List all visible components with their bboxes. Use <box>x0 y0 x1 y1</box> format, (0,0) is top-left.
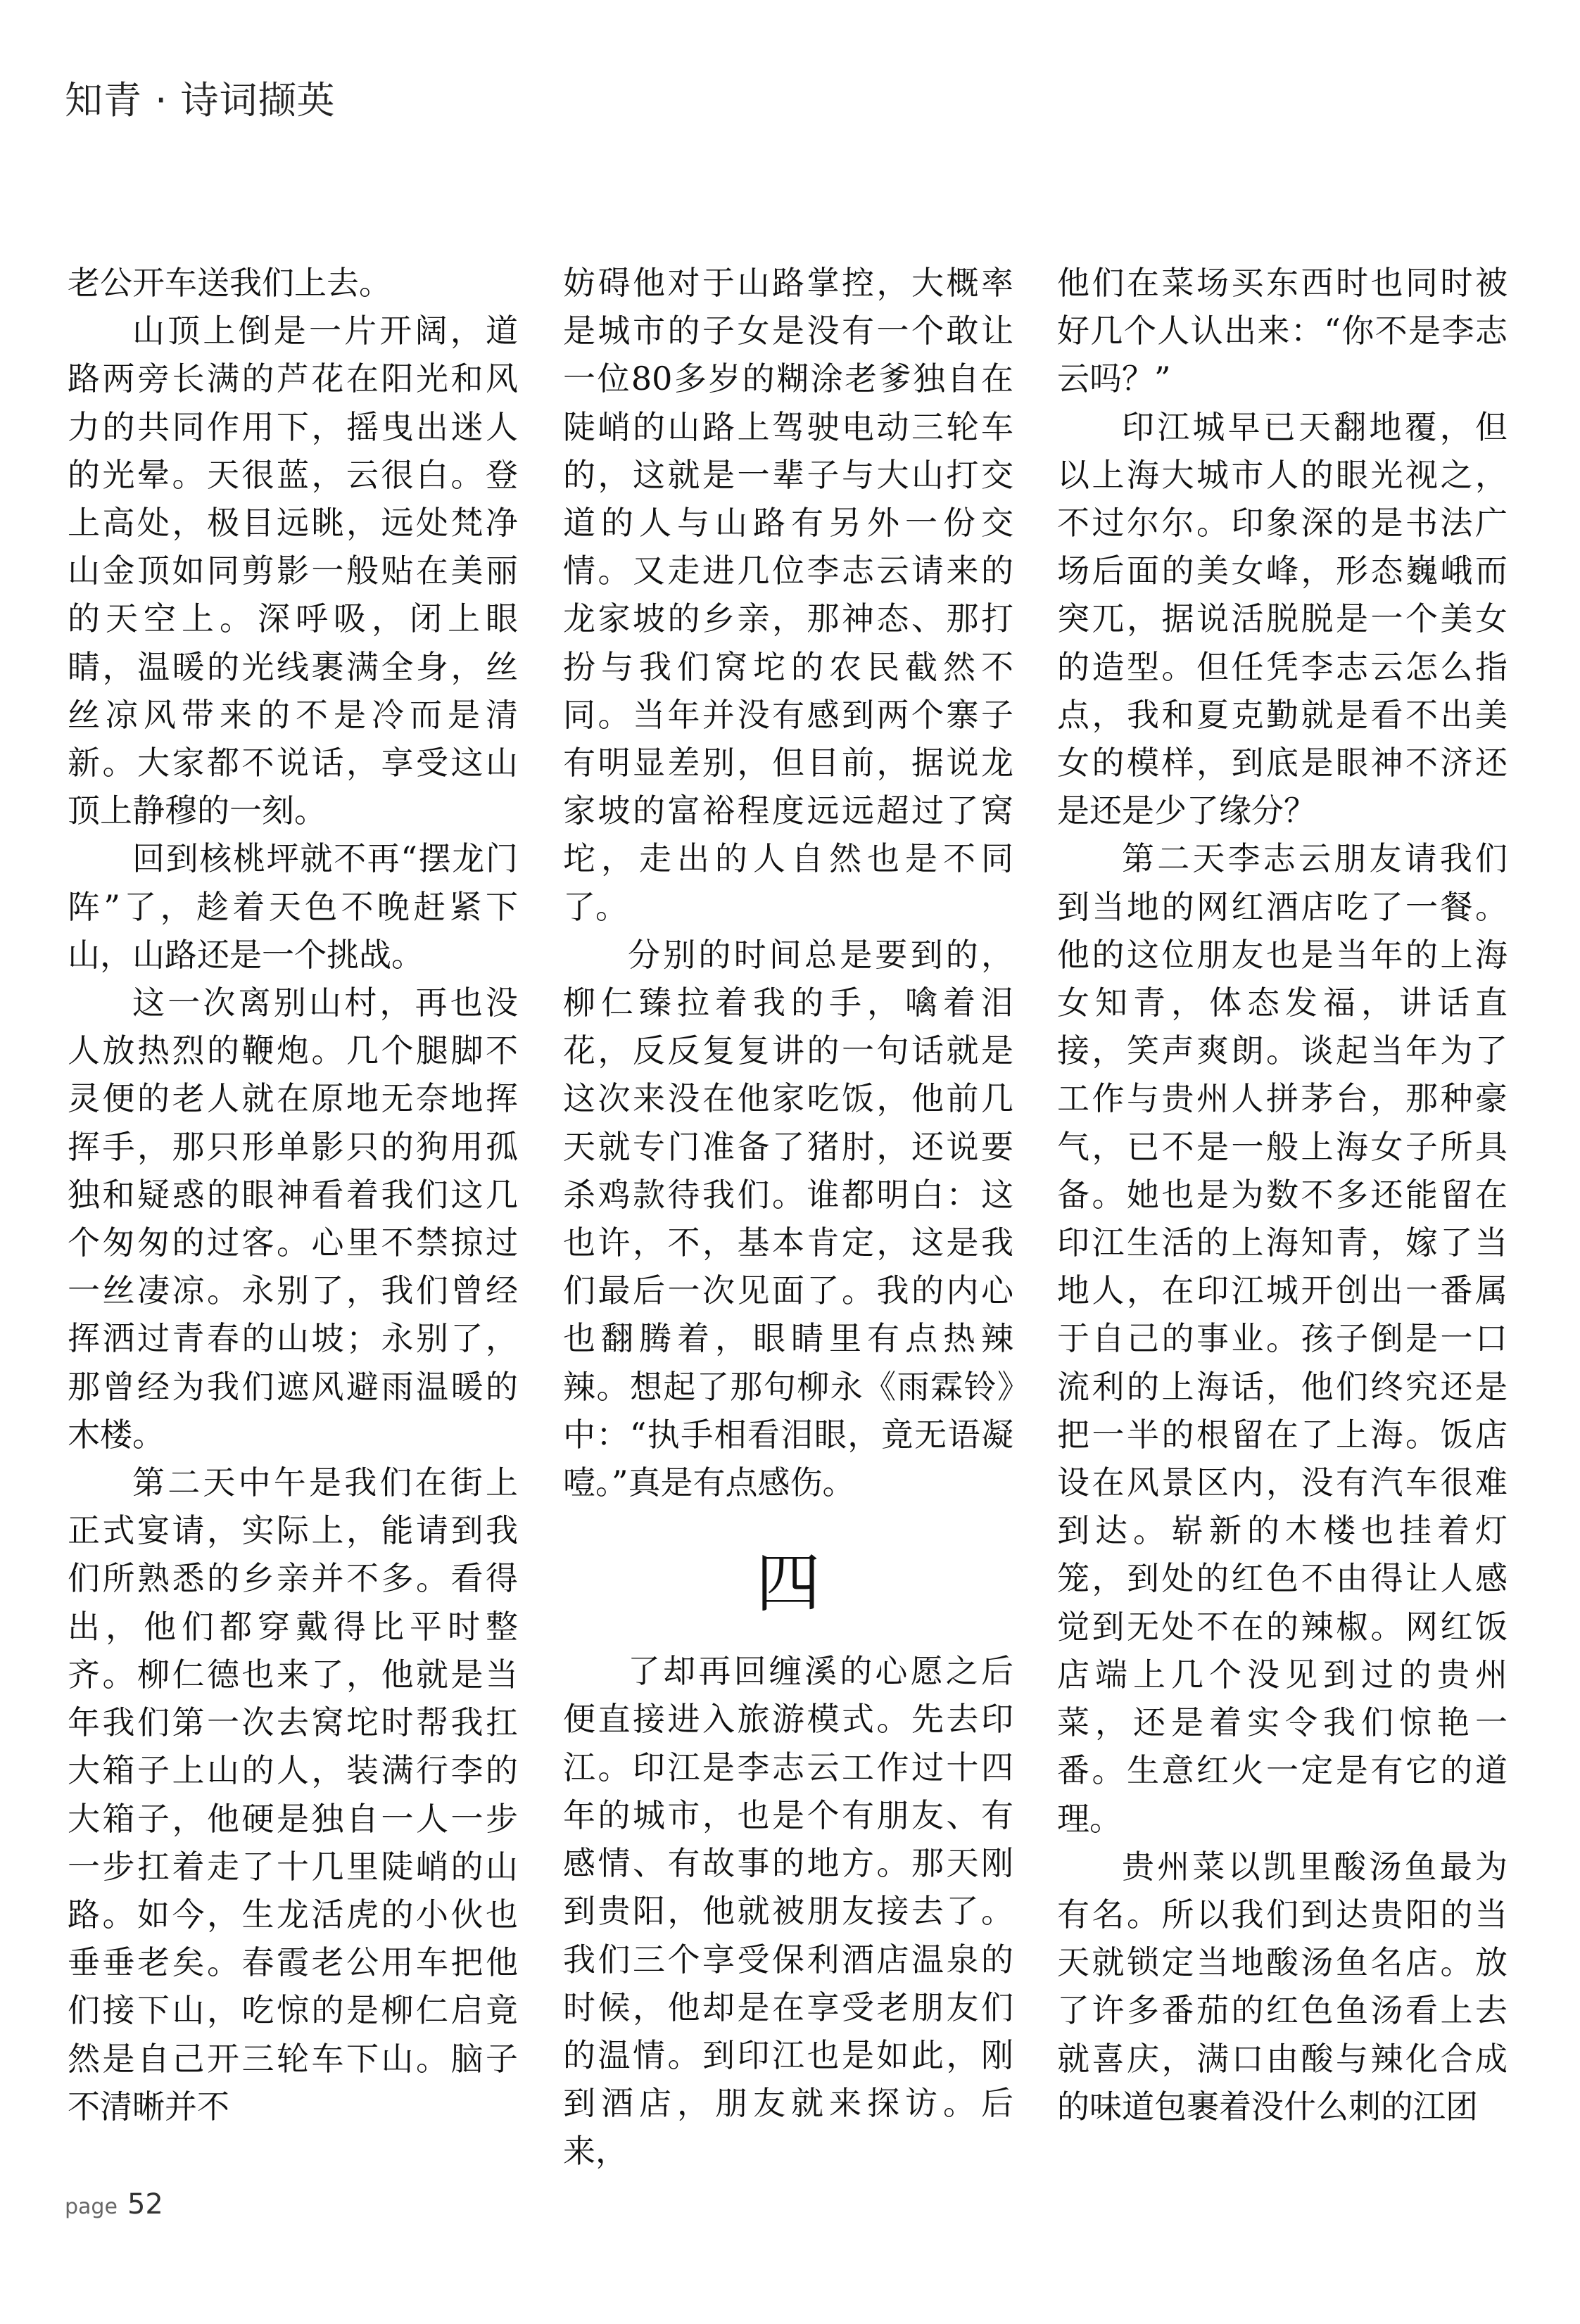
paragraph: 老公开车送我们上去。 <box>68 264 391 302</box>
section-title: 知青 · 诗词撷英 <box>65 78 336 122</box>
page-footer <box>65 2188 163 2221</box>
paragraph: 贵州菜以凯里酸汤鱼最为有名。所以我们到达贵阳的当天就锁定当地酸汤鱼名店。放了许多番茄的红色鱼汤看上去就喜庆，满口由酸与辣化合成的味道包裹着没什么刺的江团 <box>1057 1847 1508 2126</box>
page-number: 52 <box>127 2188 163 2221</box>
page-label: page <box>65 2195 118 2219</box>
paragraph: 山顶上倒是一片开阔，道路两旁长满的芦花在阳光和风力的共同作用下，摇曳出迷人的光晕。天很蓝，云很白。登上高处，极目远眺，远处梵净山金顶如同剪影一般贴在美丽的天空上。深呼吸，闭上眼睛，温暖的光线裹满全身，丝丝凉风带来的不是冷而是清新。大家都不说话，享受这山顶上静穆的一刻。 <box>68 312 518 830</box>
text-column-1 <box>68 259 518 2131</box>
paragraph: 第二天中午是我们在街上正式宴请，实际上，能请到我们所熟悉的乡亲并不多。看得出，他们都穿戴得比平时整齐。柳仁德也来了，他就是当年我们第一次去窝坨时帮我扛大箱子上山的人，装满行李的大箱子，他硬是独自一人一步一步扛着走了十几里陡峭的山路。如今，生龙活虎的小伙也垂垂老矣。春霞老公用车把他们接下山，吃惊的是柳仁启竟然是自己开三轮车下山。脑子不清晰并不 <box>68 1463 518 2126</box>
chapter-heading: 四 <box>755 1546 821 1622</box>
text-column-3 <box>1057 259 1508 2131</box>
paragraph: 回到核桃坪就不再“摆龙门阵”了，趁着天色不晚赶紧下山，山路还是一个挑战。 <box>68 839 518 974</box>
paragraph: 印江城早已天翻地覆，但以上海大城市人的眼光视之，不过尔尔。印象深的是书法广场后面的美女峰，形态巍峨而突兀，据说活脱脱是一个美女的造型。但任凭李志云怎么指点，我和夏克勤就是看不出美女的模样，到底是眼神不济还是还是少了缘分？ <box>1057 407 1508 830</box>
paragraph: 这一次离别山村，再也没人放热烈的鞭炮。几个腿脚不灵便的老人就在原地无奈地挥挥手，那只形单影只的狗用孤独和疑惑的眼神看着我们这几个匆匆的过客。心里不禁掠过一丝凄凉。永别了，我们曾经挥洒过青春的山坡；永别了，那曾经为我们遮风避雨温暖的木楼。 <box>68 984 518 1454</box>
paragraph: 第二天李志云朋友请我们到当地的网红酒店吃了一餐。他的这位朋友也是当年的上海女知青，体态发福，讲话直接，笑声爽朗。谈起当年为了工作与贵州人拼茅台，那种豪气，已不是一般上海女子所具备。她也是为数不多还能留在印江生活的上海知青，嫁了当地人，在印江城开创出一番属于自己的事业。孩子倒是一口流利的上海话，他们终究还是把一半的根留在了上海。饭店设在风景区内，没有汽车很难到达。崭新的木楼也挂着灯笼，到处的红色不由得让人感觉到无处不在的辣椒。网红饭店端上几个没见到过的贵州菜，还是着实令我们惊艳一番。生意红火一定是有它的道理。 <box>1057 839 1508 1838</box>
paragraph: 分别的时间总是要到的，柳仁臻拉着我的手，噙着泪花，反反复复讲的一句话就是这次来没在他家吃饭，他前几天就专门准备了猪肘，还说要杀鸡款待我们。谁都明白：这也许，不，基本肯定，这是我们最后一次见面了。我的内心也翻腾着，眼睛里有点热辣辣。想起了那句柳永《雨霖铃》中：“执手相看泪眼，竟无语凝噎。”真是有点感伤。 <box>563 935 1013 1502</box>
text-column-2 <box>563 259 1013 2176</box>
paragraph: 他们在菜场买东西时也同时被好几个人认出来：“你不是李志云吗？” <box>1057 264 1508 398</box>
paragraph: 妨碍他对于山路掌控，大概率是城市的子女是没有一个敢让一位80多岁的糊涂老爹独自在陡峭的山路上驾驶电动三轮车的，这就是一辈子与大山打交道的人与山路有另外一份交情。又走进几位李志云请来的龙家坡的乡亲，那神态、那打扮与我们窝坨的农民截然不同。当年并没有感到两个寨子有明显差别，但目前，据说龙家坡的富裕程度远远超过了窝坨，走出的人自然也是不同了。 <box>563 264 1013 926</box>
paragraph: 了却再回缠溪的心愿之后便直接进入旅游模式。先去印江。印江是李志云工作过十四年的城市，也是个有朋友、有感情、有故事的地方。那天刚到贵阳，他就被朋友接去了。我们三个享受保利酒店温泉的时候，他却是在享受老朋友们的温情。到印江也是如此，刚到酒店，朋友就来探访。后来， <box>563 1652 1013 2171</box>
